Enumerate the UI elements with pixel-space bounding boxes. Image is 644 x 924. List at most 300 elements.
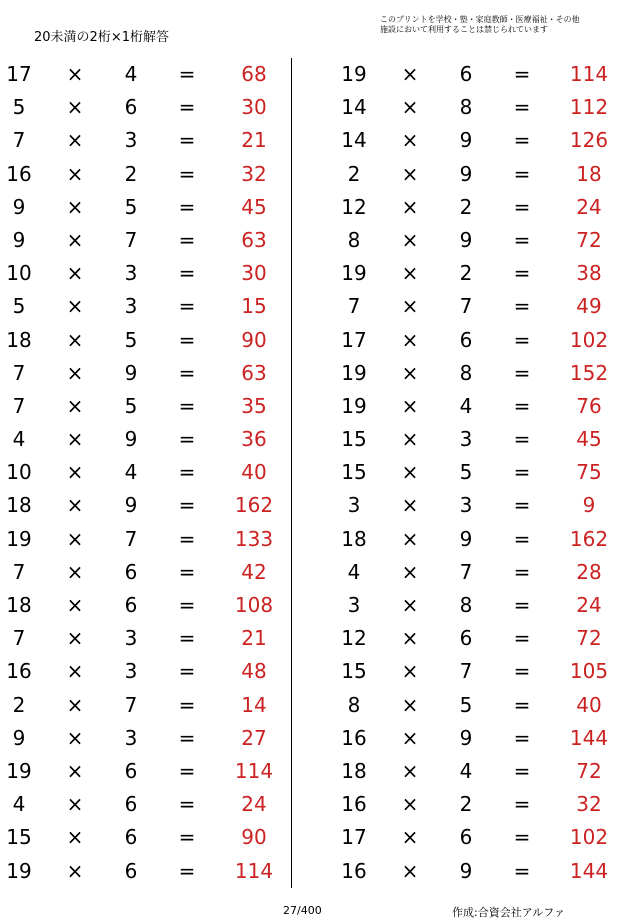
- equals-sign: =: [178, 526, 196, 551]
- equals-sign: =: [513, 526, 531, 551]
- usage-notice-line-2: 施設において利用することは禁じられています: [380, 25, 548, 34]
- multiplicand: 19: [341, 261, 367, 286]
- equals-sign: =: [513, 659, 531, 684]
- multiplicand: 19: [6, 526, 32, 551]
- times-sign: ×: [66, 626, 84, 651]
- answer: 27: [241, 725, 267, 750]
- answer: 112: [569, 95, 609, 120]
- answer: 40: [241, 460, 267, 485]
- problem-row: [335, 58, 620, 91]
- multiplicand: 7: [12, 360, 26, 385]
- multiplier: 2: [459, 261, 473, 286]
- times-sign: ×: [401, 427, 419, 452]
- multiplier: 9: [124, 427, 138, 452]
- multiplicand: 15: [6, 825, 32, 850]
- times-sign: ×: [66, 526, 84, 551]
- times-sign: ×: [66, 161, 84, 186]
- equals-sign: =: [513, 559, 531, 584]
- multiplier: 3: [124, 261, 138, 286]
- problem-row: [335, 158, 620, 191]
- multiplier: 5: [124, 393, 138, 418]
- multiplicand: 7: [347, 294, 361, 319]
- multiplier: 6: [459, 626, 473, 651]
- multiplier: 8: [459, 360, 473, 385]
- times-sign: ×: [66, 360, 84, 385]
- times-sign: ×: [66, 294, 84, 319]
- multiplicand: 15: [341, 427, 367, 452]
- problem-row: [335, 91, 620, 124]
- multiplier: 9: [459, 725, 473, 750]
- answer: 108: [234, 593, 274, 617]
- times-sign: ×: [401, 692, 419, 717]
- problem-row: [335, 456, 620, 489]
- multiplicand: 18: [341, 526, 367, 551]
- multiplier: 4: [459, 758, 473, 783]
- multiplier: 3: [124, 294, 138, 319]
- multiplier: 6: [124, 559, 138, 584]
- equals-sign: =: [513, 427, 531, 452]
- answer: 114: [569, 62, 609, 86]
- problem-row: [0, 91, 288, 124]
- answer: 63: [241, 227, 267, 252]
- answer: 30: [241, 95, 267, 120]
- multiplier: 9: [459, 227, 473, 252]
- equals-sign: =: [178, 493, 196, 518]
- multiplicand: 15: [341, 460, 367, 485]
- answer: 105: [569, 659, 609, 684]
- answer: 162: [234, 493, 274, 518]
- multiplier: 5: [124, 327, 138, 352]
- multiplier: 7: [459, 294, 473, 319]
- problem-row: [0, 58, 288, 91]
- answer: 144: [569, 858, 609, 883]
- times-sign: ×: [66, 593, 84, 617]
- answer: 102: [569, 327, 609, 352]
- multiplicand: 16: [6, 161, 32, 186]
- problem-row: [335, 290, 620, 323]
- multiplicand: 17: [6, 62, 32, 86]
- times-sign: ×: [66, 659, 84, 684]
- problem-row: [0, 821, 288, 854]
- problem-row: [335, 191, 620, 224]
- problem-row: [0, 390, 288, 423]
- problem-row: [0, 622, 288, 655]
- multiplicand: 7: [12, 626, 26, 651]
- multiplicand: 18: [341, 758, 367, 783]
- problem-row: [335, 622, 620, 655]
- multiplier: 4: [459, 393, 473, 418]
- equals-sign: =: [513, 360, 531, 385]
- times-sign: ×: [401, 161, 419, 186]
- equals-sign: =: [178, 858, 196, 883]
- multiplicand: 9: [12, 725, 26, 750]
- left-problem-column: [0, 58, 288, 888]
- multiplicand: 4: [12, 427, 26, 452]
- equals-sign: =: [513, 194, 531, 219]
- multiplier: 9: [124, 360, 138, 385]
- times-sign: ×: [66, 327, 84, 352]
- times-sign: ×: [66, 493, 84, 518]
- problem-row: [335, 124, 620, 157]
- equals-sign: =: [178, 294, 196, 319]
- times-sign: ×: [66, 559, 84, 584]
- equals-sign: =: [513, 294, 531, 319]
- multiplicand: 18: [6, 493, 32, 518]
- multiplicand: 16: [341, 858, 367, 883]
- multiplier: 4: [124, 62, 138, 86]
- multiplicand: 8: [347, 692, 361, 717]
- multiplier: 2: [459, 194, 473, 219]
- multiplicand: 10: [6, 261, 32, 286]
- equals-sign: =: [513, 460, 531, 485]
- multiplier: 6: [124, 758, 138, 783]
- multiplicand: 19: [341, 393, 367, 418]
- multiplicand: 19: [341, 360, 367, 385]
- multiplicand: 4: [347, 559, 361, 584]
- problem-row: [335, 689, 620, 722]
- problem-row: [0, 324, 288, 357]
- times-sign: ×: [401, 261, 419, 286]
- multiplier: 4: [124, 460, 138, 485]
- answer: 40: [576, 692, 602, 717]
- multiplicand: 15: [341, 659, 367, 684]
- equals-sign: =: [178, 427, 196, 452]
- multiplier: 7: [124, 526, 138, 551]
- times-sign: ×: [401, 294, 419, 319]
- times-sign: ×: [401, 593, 419, 617]
- times-sign: ×: [66, 227, 84, 252]
- usage-notice-line-1: このプリントを学校・塾・家庭教師・医療福祉・その他: [380, 15, 580, 24]
- equals-sign: =: [178, 758, 196, 783]
- answer: 21: [241, 626, 267, 651]
- multiplier: 6: [124, 95, 138, 120]
- problem-row: [335, 423, 620, 456]
- right-problem-column: [335, 58, 620, 888]
- times-sign: ×: [401, 95, 419, 120]
- times-sign: ×: [401, 493, 419, 518]
- problem-row: [335, 821, 620, 854]
- times-sign: ×: [66, 393, 84, 418]
- times-sign: ×: [401, 559, 419, 584]
- times-sign: ×: [66, 825, 84, 850]
- multiplicand: 9: [12, 194, 26, 219]
- equals-sign: =: [178, 327, 196, 352]
- problem-row: [0, 124, 288, 157]
- answer: 24: [576, 593, 602, 617]
- multiplier: 9: [459, 858, 473, 883]
- answer: 35: [241, 393, 267, 418]
- times-sign: ×: [66, 460, 84, 485]
- multiplicand: 2: [12, 692, 26, 717]
- equals-sign: =: [513, 626, 531, 651]
- answer: 32: [576, 792, 602, 817]
- problem-row: [335, 224, 620, 257]
- multiplicand: 19: [6, 858, 32, 883]
- multiplicand: 12: [341, 194, 367, 219]
- multiplier: 6: [459, 825, 473, 850]
- problem-row: [0, 158, 288, 191]
- multiplier: 7: [459, 659, 473, 684]
- multiplier: 7: [124, 227, 138, 252]
- equals-sign: =: [178, 593, 196, 617]
- multiplier: 3: [459, 427, 473, 452]
- problem-row: [0, 523, 288, 556]
- equals-sign: =: [513, 825, 531, 850]
- worksheet-title: 20未満の2桁×1桁解答: [34, 30, 169, 45]
- equals-sign: =: [513, 692, 531, 717]
- answer: 114: [234, 758, 274, 783]
- multiplicand: 17: [341, 825, 367, 850]
- answer: 48: [241, 659, 267, 684]
- answer: 162: [569, 526, 609, 551]
- equals-sign: =: [178, 227, 196, 252]
- problem-row: [0, 456, 288, 489]
- multiplicand: 12: [341, 626, 367, 651]
- multiplier: 6: [124, 825, 138, 850]
- equals-sign: =: [513, 327, 531, 352]
- multiplicand: 18: [6, 327, 32, 352]
- times-sign: ×: [66, 62, 84, 86]
- times-sign: ×: [66, 758, 84, 783]
- answer: 9: [582, 493, 596, 518]
- equals-sign: =: [513, 593, 531, 617]
- problem-row: [335, 390, 620, 423]
- multiplicand: 16: [341, 725, 367, 750]
- answer: 21: [241, 128, 267, 153]
- times-sign: ×: [401, 62, 419, 86]
- equals-sign: =: [178, 95, 196, 120]
- problem-row: [0, 855, 288, 888]
- times-sign: ×: [66, 128, 84, 153]
- equals-sign: =: [178, 692, 196, 717]
- answer: 72: [576, 758, 602, 783]
- problem-row: [335, 357, 620, 390]
- equals-sign: =: [178, 725, 196, 750]
- multiplicand: 4: [12, 792, 26, 817]
- times-sign: ×: [401, 825, 419, 850]
- multiplicand: 2: [347, 161, 361, 186]
- answer: 28: [576, 559, 602, 584]
- answer: 90: [241, 327, 267, 352]
- multiplier: 6: [459, 62, 473, 86]
- equals-sign: =: [513, 725, 531, 750]
- problem-row: [0, 191, 288, 224]
- multiplier: 9: [459, 526, 473, 551]
- multiplier: 5: [459, 692, 473, 717]
- multiplier: 6: [124, 593, 138, 617]
- multiplier: 3: [124, 659, 138, 684]
- multiplicand: 19: [6, 758, 32, 783]
- answer: 72: [576, 626, 602, 651]
- equals-sign: =: [513, 227, 531, 252]
- answer: 15: [241, 294, 267, 319]
- multiplicand: 16: [6, 659, 32, 684]
- problem-row: [335, 257, 620, 290]
- equals-sign: =: [178, 792, 196, 817]
- equals-sign: =: [178, 360, 196, 385]
- multiplier: 9: [459, 128, 473, 153]
- times-sign: ×: [401, 758, 419, 783]
- times-sign: ×: [66, 194, 84, 219]
- multiplier: 9: [124, 493, 138, 518]
- equals-sign: =: [513, 95, 531, 120]
- answer: 133: [234, 526, 274, 551]
- times-sign: ×: [66, 427, 84, 452]
- answer: 90: [241, 825, 267, 850]
- multiplicand: 3: [347, 593, 361, 617]
- equals-sign: =: [513, 161, 531, 186]
- problem-row: [0, 589, 288, 622]
- problem-row: [335, 324, 620, 357]
- equals-sign: =: [178, 128, 196, 153]
- multiplicand: 7: [12, 128, 26, 153]
- answer: 72: [576, 227, 602, 252]
- equals-sign: =: [178, 194, 196, 219]
- multiplicand: 18: [6, 593, 32, 617]
- equals-sign: =: [178, 261, 196, 286]
- problem-row: [0, 290, 288, 323]
- answer: 68: [241, 62, 267, 86]
- times-sign: ×: [401, 393, 419, 418]
- problem-row: [335, 523, 620, 556]
- multiplicand: 9: [12, 227, 26, 252]
- multiplicand: 8: [347, 227, 361, 252]
- multiplier: 6: [459, 327, 473, 352]
- problem-row: [335, 722, 620, 755]
- times-sign: ×: [66, 692, 84, 717]
- multiplicand: 7: [12, 559, 26, 584]
- multiplier: 6: [124, 858, 138, 883]
- problem-row: [0, 357, 288, 390]
- equals-sign: =: [178, 825, 196, 850]
- times-sign: ×: [401, 360, 419, 385]
- problem-row: [335, 589, 620, 622]
- times-sign: ×: [66, 792, 84, 817]
- multiplier: 5: [459, 460, 473, 485]
- column-divider: [291, 58, 292, 888]
- multiplicand: 7: [12, 393, 26, 418]
- equals-sign: =: [513, 758, 531, 783]
- answer: 144: [569, 725, 609, 750]
- answer: 152: [569, 360, 609, 385]
- equals-sign: =: [513, 493, 531, 518]
- problem-row: [335, 655, 620, 688]
- multiplicand: 5: [12, 95, 26, 120]
- equals-sign: =: [178, 393, 196, 418]
- problem-row: [0, 556, 288, 589]
- times-sign: ×: [66, 725, 84, 750]
- times-sign: ×: [401, 659, 419, 684]
- answer: 36: [241, 427, 267, 452]
- answer: 32: [241, 161, 267, 186]
- problem-row: [0, 489, 288, 522]
- times-sign: ×: [401, 194, 419, 219]
- answer: 126: [569, 128, 609, 153]
- times-sign: ×: [66, 858, 84, 883]
- times-sign: ×: [401, 460, 419, 485]
- multiplicand: 16: [341, 792, 367, 817]
- problem-row: [0, 755, 288, 788]
- multiplicand: 14: [341, 95, 367, 120]
- equals-sign: =: [513, 393, 531, 418]
- equals-sign: =: [178, 62, 196, 86]
- multiplicand: 3: [347, 493, 361, 518]
- answer: 14: [241, 692, 267, 717]
- multiplier: 6: [124, 792, 138, 817]
- problem-row: [0, 722, 288, 755]
- times-sign: ×: [401, 327, 419, 352]
- multiplier: 2: [459, 792, 473, 817]
- answer: 38: [576, 261, 602, 286]
- times-sign: ×: [401, 526, 419, 551]
- multiplier: 8: [459, 95, 473, 120]
- problem-row: [0, 423, 288, 456]
- multiplicand: 5: [12, 294, 26, 319]
- answer: 49: [576, 294, 602, 319]
- equals-sign: =: [178, 626, 196, 651]
- multiplier: 2: [124, 161, 138, 186]
- multiplicand: 10: [6, 460, 32, 485]
- times-sign: ×: [66, 95, 84, 120]
- multiplier: 3: [124, 128, 138, 153]
- multiplicand: 19: [341, 62, 367, 86]
- equals-sign: =: [513, 128, 531, 153]
- multiplier: 9: [459, 161, 473, 186]
- problem-row: [0, 788, 288, 821]
- equals-sign: =: [178, 460, 196, 485]
- times-sign: ×: [401, 858, 419, 883]
- usage-notice: [380, 15, 630, 35]
- times-sign: ×: [401, 626, 419, 651]
- times-sign: ×: [401, 725, 419, 750]
- problem-row: [0, 689, 288, 722]
- answer: 24: [576, 194, 602, 219]
- multiplier: 5: [124, 194, 138, 219]
- answer: 75: [576, 460, 602, 485]
- answer: 30: [241, 261, 267, 286]
- answer: 45: [241, 194, 267, 219]
- multiplier: 7: [459, 559, 473, 584]
- times-sign: ×: [401, 792, 419, 817]
- equals-sign: =: [513, 261, 531, 286]
- answer: 102: [569, 825, 609, 850]
- answer: 45: [576, 427, 602, 452]
- problem-row: [0, 655, 288, 688]
- multiplicand: 14: [341, 128, 367, 153]
- answer: 18: [576, 161, 602, 186]
- multiplicand: 17: [341, 327, 367, 352]
- author-credit: 作成:合資会社アルファ: [452, 906, 566, 919]
- problem-row: [0, 257, 288, 290]
- equals-sign: =: [178, 559, 196, 584]
- times-sign: ×: [66, 261, 84, 286]
- multiplier: 3: [124, 725, 138, 750]
- times-sign: ×: [401, 128, 419, 153]
- multiplier: 8: [459, 593, 473, 617]
- problem-row: [335, 755, 620, 788]
- multiplier: 3: [124, 626, 138, 651]
- problem-row: [335, 489, 620, 522]
- multiplier: 3: [459, 493, 473, 518]
- answer: 42: [241, 559, 267, 584]
- times-sign: ×: [401, 227, 419, 252]
- answer: 63: [241, 360, 267, 385]
- problem-row: [0, 224, 288, 257]
- equals-sign: =: [178, 161, 196, 186]
- equals-sign: =: [513, 792, 531, 817]
- equals-sign: =: [513, 858, 531, 883]
- page-number: 27/400: [283, 904, 322, 917]
